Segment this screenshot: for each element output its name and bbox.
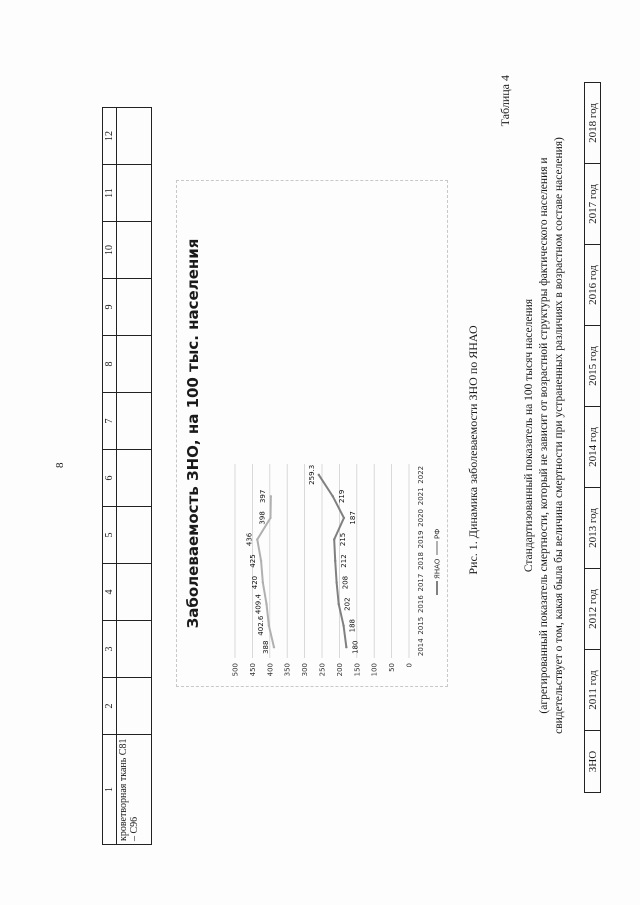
data-label: 212 [340, 554, 349, 568]
top-table-cell [117, 222, 152, 279]
mortality-table-header-cell: 2012 год [585, 569, 601, 650]
x-tick-label: 2022 [417, 465, 425, 484]
data-label: 425 [249, 554, 258, 568]
top-table-header-cell: 8 [103, 336, 117, 393]
top-table-header-cell: 1 [103, 735, 117, 845]
description-line: свидетельствует о том, какая была бы величина смертности при устраненных различиях в возрастном составе населения) [553, 137, 565, 734]
chart-title: Заболеваемость ЗНО, на 100 тыс. населения [184, 238, 202, 629]
x-tick-label: 2015 [417, 616, 425, 635]
data-label: 208 [341, 575, 350, 590]
data-point [333, 538, 335, 540]
top-table-cell [117, 621, 152, 678]
top-table-cell [117, 393, 152, 450]
data-point [262, 581, 264, 583]
top-table-cell [117, 336, 152, 393]
data-label: 219 [337, 489, 346, 504]
legend-label: ЯНАО [433, 558, 442, 579]
mortality-table [584, 82, 601, 793]
data-label: 409.4 [254, 594, 263, 615]
top-table-header-cell: 10 [103, 222, 117, 279]
data-label: 259.3 [307, 464, 316, 485]
data-label: 180 [351, 640, 360, 654]
y-tick-label: 100 [370, 663, 379, 677]
data-point [332, 495, 334, 497]
mortality-table-header-cell: 2015 год [585, 326, 601, 407]
data-label: 188 [348, 618, 357, 633]
page-number: 8 [54, 462, 66, 468]
legend-label: РФ [433, 528, 442, 539]
mortality-table-header-row [585, 83, 601, 793]
top-table-header-cell: 12 [103, 108, 117, 165]
top-table-header-cell: 9 [103, 279, 117, 336]
y-tick-label: 350 [283, 663, 292, 677]
top-table-header-cell: 7 [103, 393, 117, 450]
top-table-cell [117, 564, 152, 621]
data-point [273, 646, 275, 648]
incidence-chart [176, 180, 448, 687]
top-table-row-label: кроветворная ткань C81 – C96 [117, 735, 152, 845]
mortality-table-header-cell: 2017 год [585, 164, 601, 245]
top-table-cell [117, 507, 152, 564]
data-label: 402.6 [256, 615, 265, 636]
x-tick-label: 2019 [417, 530, 425, 549]
data-point [256, 538, 258, 540]
top-table-header-cell: 3 [103, 621, 117, 678]
y-tick-label: 150 [353, 663, 362, 677]
data-point [269, 517, 271, 519]
data-point [335, 581, 337, 583]
top-table-header-cell: 5 [103, 507, 117, 564]
y-tick-label: 500 [231, 663, 240, 677]
data-label: 398 [258, 511, 267, 525]
data-label: 436 [245, 532, 254, 547]
top-table-cell [117, 108, 152, 165]
data-point [334, 560, 336, 562]
description-line: Стандартизованный показатель на 100 тысяч населения [523, 298, 535, 573]
y-tick-label: 400 [266, 663, 275, 677]
chart-svg [177, 181, 447, 686]
top-table-header-cell: 4 [103, 564, 117, 621]
top-table-cell [117, 450, 152, 507]
top-table-header-cell: 6 [103, 450, 117, 507]
data-point [265, 603, 267, 605]
x-tick-label: 2014 [417, 638, 425, 657]
mortality-table-header-cell: ЗНО [585, 731, 601, 793]
top-table-header-cell: 2 [103, 678, 117, 735]
data-label: 215 [339, 532, 348, 547]
data-point [343, 517, 345, 519]
top-table-header-cell: 11 [103, 165, 117, 222]
top-table-cell [117, 678, 152, 735]
x-tick-label: 2017 [417, 573, 425, 592]
data-point [345, 646, 347, 648]
y-tick-label: 0 [405, 663, 414, 668]
table-number: Таблица 4 [498, 75, 512, 127]
y-tick-label: 250 [318, 663, 327, 677]
top-table-cell [117, 165, 152, 222]
data-label: 388 [261, 640, 270, 654]
table-description [522, 78, 567, 793]
x-tick-label: 2018 [417, 552, 425, 570]
top-table [102, 107, 152, 845]
mortality-table-header-cell: 2016 год [585, 245, 601, 326]
mortality-table-header-cell: 2014 год [585, 407, 601, 488]
y-tick-label: 450 [248, 663, 257, 677]
data-label: 202 [343, 597, 352, 611]
mortality-table-header-cell: 2013 год [585, 488, 601, 569]
data-point [268, 624, 270, 626]
data-point [318, 474, 320, 476]
top-table-cell [117, 279, 152, 336]
x-tick-label: 2021 [417, 487, 425, 506]
data-point [260, 560, 262, 562]
description-line: (агрегированный показатель смертности, который не зависит от возрастной структуры фактического населения и [538, 157, 550, 714]
figure-caption: Рис. 1. Динамика заболеваемости ЗНО по ЯНАО [466, 325, 480, 575]
data-point [270, 495, 272, 497]
y-tick-label: 50 [388, 663, 397, 672]
y-tick-label: 300 [301, 663, 310, 677]
top-table-row [117, 108, 152, 845]
y-tick-label: 200 [335, 663, 344, 677]
x-tick-label: 2020 [417, 508, 425, 527]
top-table-header-row [103, 108, 117, 845]
data-label: 420 [250, 575, 259, 590]
data-point [342, 624, 344, 626]
data-label: 187 [348, 511, 357, 525]
mortality-table-header-cell: 2018 год [585, 83, 601, 164]
mortality-table-header-cell: 2011 год [585, 650, 601, 731]
data-point [338, 603, 340, 605]
data-label: 397 [258, 489, 267, 504]
x-tick-label: 2016 [417, 595, 425, 614]
